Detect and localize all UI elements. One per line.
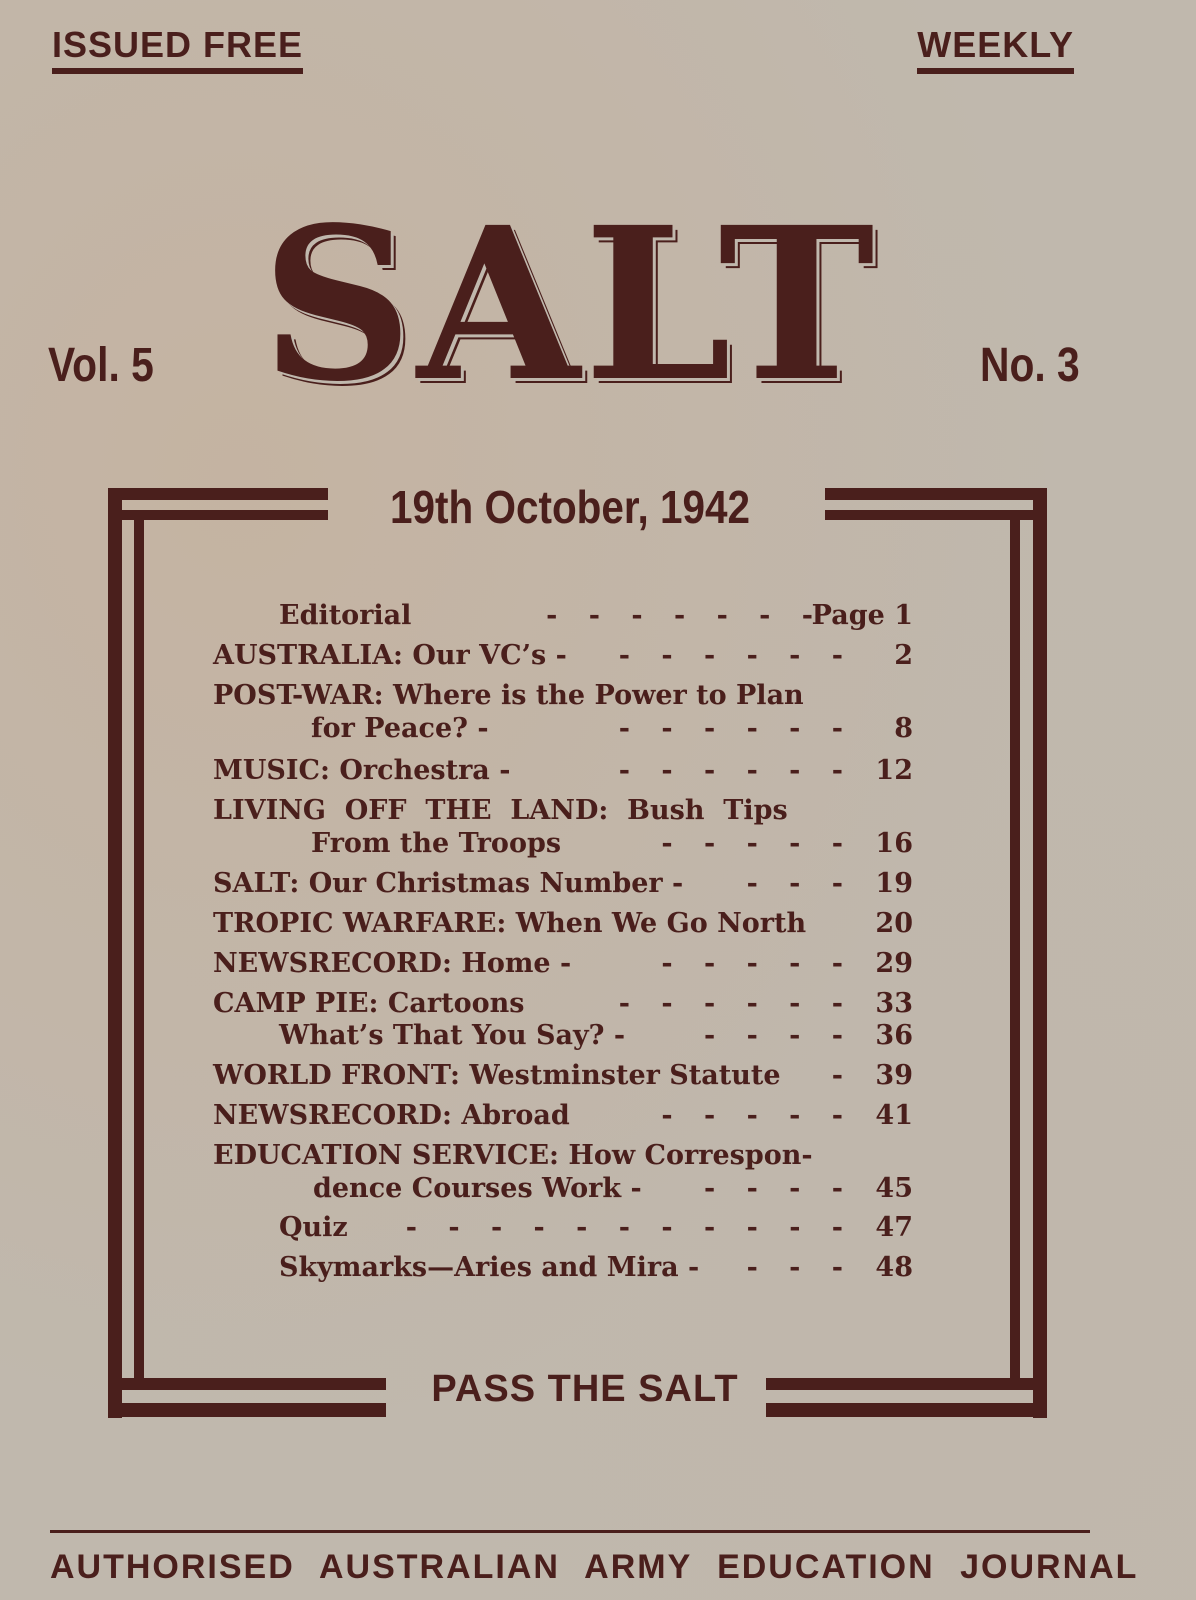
toc-leader-dashes: - - - (746, 868, 843, 899)
toc-entry (213, 680, 913, 752)
volume-label: Vol. 5 (48, 339, 154, 392)
toc-leader-dashes: - (831, 1060, 843, 1091)
toc-page-number: 39 (875, 1060, 913, 1091)
toc-entry-title: Editorial (279, 600, 412, 631)
toc-entry (213, 755, 913, 795)
toc-entry-title-continued: From the Troops (311, 828, 562, 859)
toc-entry-title-continued: for Peace? - (311, 713, 489, 744)
toc-entry-title: POST-WAR: Where is the Power to Plan (213, 680, 804, 711)
toc-leader-dashes: - - - - - - (618, 988, 843, 1019)
toc-entry (213, 600, 913, 640)
toc-entry (213, 1140, 913, 1212)
toc-entry (213, 795, 913, 867)
toc-page-number: 48 (875, 1252, 913, 1283)
toc-entry-title: Skymarks—Aries and Mira - (279, 1252, 700, 1283)
toc-page-number: 36 (875, 1020, 913, 1051)
toc-entry (213, 868, 913, 908)
toc-entry (213, 1212, 913, 1252)
toc-leader-dashes: - - - - (703, 1020, 843, 1051)
toc-entry-title: NEWSRECORD: Home - (213, 948, 572, 979)
toc-leader-dashes: - - - - - (661, 948, 843, 979)
issue-number-label: No. 3 (980, 339, 1080, 392)
toc-entry (213, 1060, 913, 1100)
masthead-title: SALT (261, 181, 879, 428)
toc-entry-title: MUSIC: Orchestra - (213, 755, 511, 786)
journal-footer: AUTHORISED AUSTRALIAN ARMY EDUCATION JOURNAL (50, 1548, 1139, 1586)
toc-entry-title: EDUCATION SERVICE: How Correspon- (213, 1140, 813, 1171)
toc-entry (213, 1020, 913, 1060)
toc-entry-title: Quiz (279, 1212, 348, 1243)
toc-entry-title: SALT: Our Christmas Number - (213, 868, 684, 899)
toc-leader-dashes: - - - - (703, 1173, 843, 1204)
pass-the-salt-label: PASS THE SALT (431, 1368, 739, 1410)
toc-page-number: 19 (875, 868, 913, 899)
toc-page-number: 41 (875, 1100, 913, 1131)
toc-page-number: 8 (894, 713, 913, 744)
toc-leader-dashes: - - - - - - (618, 755, 843, 786)
toc-page-number: 2 (894, 640, 913, 671)
toc-entry-title: NEWSRECORD: Abroad (213, 1100, 570, 1131)
toc-page-number: 33 (875, 988, 913, 1019)
toc-entry-title: CAMP PIE: Cartoons (213, 988, 525, 1019)
toc-page-number: 20 (875, 908, 913, 939)
toc-page-number: 16 (875, 828, 913, 859)
toc-page-number: 12 (875, 755, 913, 786)
toc-leader-dashes: - - - - - - (618, 640, 843, 671)
toc-leader-dashes: - - - - - - - (546, 600, 813, 631)
toc-leader-dashes: - - - (746, 1252, 843, 1283)
toc-entry (213, 1252, 913, 1292)
toc-entry-title: What’s That You Say? - (279, 1020, 626, 1051)
toc-leader-dashes: - - - - - (661, 828, 843, 859)
toc-page-number: 47 (875, 1212, 913, 1243)
toc-leader-dashes: - - - - - - (618, 713, 843, 744)
toc-entry (213, 1100, 913, 1140)
toc-entry-title: LIVING OFF THE LAND: Bush Tips (213, 795, 788, 826)
toc-entry-title: AUSTRALIA: Our VC’s - (213, 640, 567, 671)
toc-page-number: 45 (875, 1173, 913, 1204)
issue-date: 19th October, 1942 (389, 481, 751, 533)
toc-leader-dashes: - - - - - - - - - - - (405, 1212, 843, 1243)
weekly-label: WEEKLY (917, 24, 1074, 74)
footer-divider (50, 1530, 1090, 1533)
toc-entry-title: TROPIC WARFARE: When We Go North (213, 908, 807, 939)
toc-entry (213, 908, 913, 948)
toc-entry-title-continued: dence Courses Work - (313, 1173, 642, 1204)
toc-page-number: 29 (875, 948, 913, 979)
toc-entry (213, 948, 913, 988)
toc-page-number: Page 1 (811, 600, 913, 631)
toc-entry-title: WORLD FRONT: Westminster Statute (213, 1060, 781, 1091)
toc-entry (213, 640, 913, 680)
issued-free-label: ISSUED FREE (52, 24, 303, 74)
toc-leader-dashes: - - - - - (661, 1100, 843, 1131)
